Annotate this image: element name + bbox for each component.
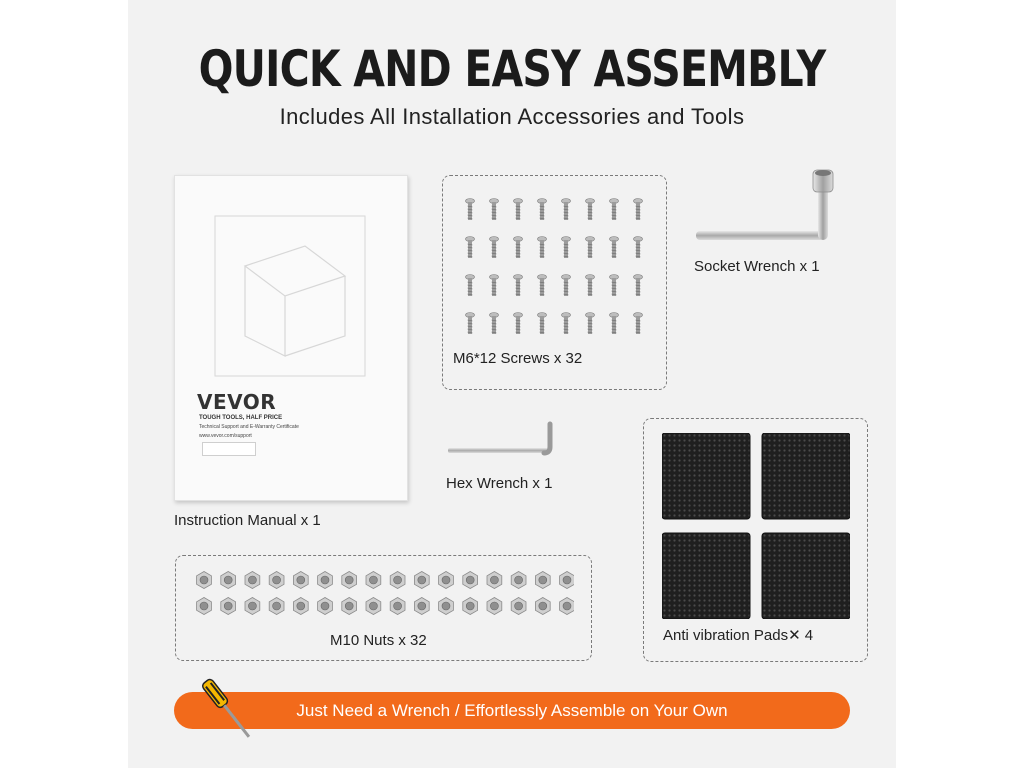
- hex-nut-icon: [414, 572, 429, 589]
- hex-nut-icon: [221, 598, 236, 615]
- pads-grid: [662, 433, 850, 619]
- page-title: QUICK AND EASY ASSEMBLY: [198, 40, 826, 98]
- screw-icon: [490, 199, 499, 221]
- screw-icon: [610, 199, 619, 221]
- manual-label: Instruction Manual x 1: [174, 512, 321, 529]
- hex-nut-icon: [439, 572, 454, 589]
- screw-icon: [586, 313, 595, 335]
- hex-nut-icon: [269, 572, 284, 589]
- screw-icon: [538, 237, 547, 259]
- hex-nut-icon: [293, 572, 308, 589]
- hex-nut-icon: [293, 598, 308, 615]
- hex-nut-icon: [318, 598, 333, 615]
- screw-icon: [562, 275, 571, 297]
- screw-icon: [610, 313, 619, 335]
- screw-icon: [514, 199, 523, 221]
- pads-box: [643, 418, 868, 662]
- hex-nut-icon: [366, 598, 381, 615]
- screw-icon: [634, 199, 643, 221]
- page-subtitle: Includes All Installation Accessories and Tools: [279, 104, 745, 129]
- screw-icon: [538, 199, 547, 221]
- vibration-pad-icon: [662, 533, 750, 619]
- assembly-banner: Just Need a Wrench / Effortlessly Assemble on Your Own: [174, 692, 850, 729]
- screw-icon: [610, 275, 619, 297]
- screw-icon: [514, 313, 523, 335]
- manual-cover-sketch-icon: [205, 206, 375, 386]
- screw-icon: [586, 275, 595, 297]
- pads-label: Anti vibration Pads✕ 4: [663, 627, 814, 644]
- screw-icon: [562, 237, 571, 259]
- screw-icon: [634, 237, 643, 259]
- manual-url-text: www.vevor.com/support: [199, 433, 252, 439]
- hex-nut-icon: [463, 572, 478, 589]
- manual-tagline: TOUGH TOOLS, HALF PRICE: [199, 415, 283, 421]
- hex-nut-icon: [560, 598, 574, 615]
- nuts-box: [175, 555, 592, 661]
- hex-nut-icon: [560, 572, 574, 589]
- hex-nut-icon: [414, 598, 429, 615]
- screw-icon: [586, 199, 595, 221]
- hex-nut-icon: [511, 598, 526, 615]
- screws-grid: [460, 196, 650, 336]
- hex-nut-icon: [487, 572, 502, 589]
- screw-icon: [514, 237, 523, 259]
- screw-icon: [634, 275, 643, 297]
- hex-nut-icon: [197, 572, 212, 589]
- hex-nut-icon: [463, 598, 478, 615]
- hex-nut-icon: [535, 572, 550, 589]
- hex-nut-icon: [221, 572, 236, 589]
- hex-nut-icon: [487, 598, 502, 615]
- screw-icon: [586, 237, 595, 259]
- screw-icon: [466, 313, 475, 335]
- hex-nut-icon: [245, 572, 260, 589]
- screws-label: M6*12 Screws x 32: [453, 350, 583, 367]
- hex-nut-icon: [197, 598, 212, 615]
- hex-wrench-label: Hex Wrench x 1: [446, 475, 553, 492]
- instruction-manual: [174, 175, 408, 501]
- hex-nut-icon: [390, 598, 405, 615]
- hex-nut-icon: [318, 572, 333, 589]
- manual-serial-sticker: [202, 442, 256, 456]
- socket-wrench-label: Socket Wrench x 1: [694, 258, 820, 275]
- hex-nut-icon: [390, 572, 405, 589]
- screwdriver-icon: [188, 670, 268, 750]
- hex-nut-icon: [439, 598, 454, 615]
- hex-wrench-icon: [446, 420, 556, 460]
- product-infographic: [128, 0, 896, 768]
- screw-icon: [562, 313, 571, 335]
- hex-nut-icon: [342, 572, 357, 589]
- nuts-label: M10 Nuts x 32: [330, 632, 427, 649]
- hex-nut-icon: [511, 572, 526, 589]
- screw-icon: [466, 275, 475, 297]
- hex-nut-icon: [269, 598, 284, 615]
- vevor-logo: VEVOR: [197, 390, 277, 414]
- screw-icon: [538, 275, 547, 297]
- screw-icon: [466, 237, 475, 259]
- screw-icon: [610, 237, 619, 259]
- screw-icon: [514, 275, 523, 297]
- manual-support-text: Technical Support and E-Warranty Certificate: [199, 424, 299, 430]
- hex-nut-icon: [535, 598, 550, 615]
- screw-icon: [490, 313, 499, 335]
- hex-nut-icon: [342, 598, 357, 615]
- screw-icon: [490, 237, 499, 259]
- screw-icon: [490, 275, 499, 297]
- hex-nut-icon: [366, 572, 381, 589]
- screw-icon: [634, 313, 643, 335]
- vibration-pad-icon: [762, 433, 850, 519]
- hex-nut-icon: [245, 598, 260, 615]
- vibration-pad-icon: [662, 433, 750, 519]
- nuts-grid: [194, 570, 574, 622]
- screw-icon: [538, 313, 547, 335]
- socket-wrench-icon: [694, 168, 844, 248]
- screws-box: [442, 175, 667, 390]
- screw-icon: [562, 199, 571, 221]
- vibration-pad-icon: [762, 533, 850, 619]
- screw-icon: [466, 199, 475, 221]
